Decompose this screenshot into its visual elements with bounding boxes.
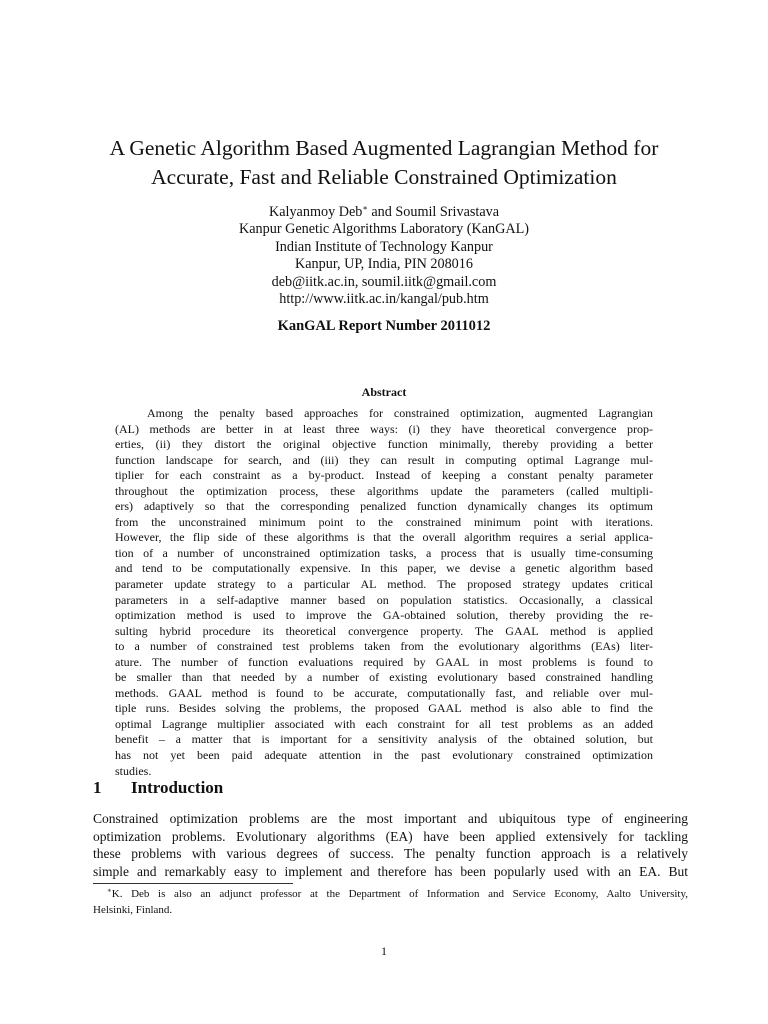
abstract-line: optimization method is used to improve the GA-obtained solution, thereby providing the re- xyxy=(115,608,653,623)
body-line: Constrained optimization problems are the most important and ubiquitous type of engineering xyxy=(93,811,688,826)
abstract-line: Among the penalty based approaches for constrained optimization, augmented Lagrangian xyxy=(147,406,653,420)
abstract-line: to a number of constrained test problems taken from the evolutionary algorithms (EAs) liter- xyxy=(115,639,653,654)
author-institute: Indian Institute of Technology Kanpur xyxy=(275,238,493,255)
abstract-line: methods. GAAL method is found to be accurate, computationally fast, and reliable over mul- xyxy=(115,685,653,700)
abstract-line: benefit – a matter that is important for a sensitivity analysis of the obtained solution, but xyxy=(115,732,653,747)
body-line: optimization problems. Evolutionary algorithms (EA) have been applied extensively for tackling xyxy=(93,828,688,844)
body-line: these problems with various degrees of success. The penalty function approach is a relatively xyxy=(93,846,688,862)
abstract-line: erties, (ii) they distort the original objective function minimally, thereby providing a better xyxy=(115,437,653,452)
abstract-heading: Abstract xyxy=(361,385,407,399)
author-footnote-mark: ∗ xyxy=(362,203,368,213)
title-line-1: A Genetic Algorithm Based Augmented Lagrangian Method for xyxy=(109,136,659,160)
author-lab: Kanpur Genetic Algorithms Laboratory (KanGAL) xyxy=(239,221,529,238)
author-emails: deb@iitk.ac.in, soumil.iitk@gmail.com xyxy=(271,273,497,290)
abstract-line: and tend to be computationally expensive. In this paper, we devise a genetic algorithm based xyxy=(115,561,653,576)
author-names: Kalyanmoy Deb∗ and Soumil Srivastava xyxy=(268,203,500,220)
abstract-line: has not yet been paid adequate attention in the past evolutionary constrained optimization xyxy=(115,748,653,763)
footnote-rule xyxy=(93,883,293,884)
abstract-line: tion of a number of unconstrained optimization tasks, a process that is usually time-consuming xyxy=(115,545,653,560)
paper-title xyxy=(60,134,708,192)
body-line: simple and remarkably easy to implement and therefore has been popularly used with an EA. But xyxy=(93,863,688,879)
abstract-line: (AL) methods are better in at least three ways: (i) they have theoretical convergence prop- xyxy=(115,421,653,436)
abstract-line: sulting hybrid procedure its theoretical convergence property. The GAAL method is applied xyxy=(115,623,653,638)
footnote-mark: ∗ xyxy=(107,886,112,895)
section-number: 1 xyxy=(93,778,102,797)
abstract-line: ers) adaptively so that the corresponding penalized function dynamically changes its optimum xyxy=(115,499,653,514)
title-line-2: Accurate, Fast and Reliable Constrained Optimization xyxy=(151,165,617,189)
footnote-line-1: ∗K. Deb is also an adjunct professor at the Department of Information and Service Economy, Aalto University, xyxy=(107,886,688,900)
abstract-line: function landscape for search, and (iii) they can result in computing optimal Lagrange mul- xyxy=(115,452,653,467)
author-address: Kanpur, UP, India, PIN 208016 xyxy=(295,256,473,273)
abstract-body xyxy=(115,406,653,779)
footnote-line-2: Helsinki, Finland. xyxy=(93,904,173,916)
abstract-line: from the unconstrained minimum point to the constrained minimum point with iterations. xyxy=(115,514,653,529)
section-heading xyxy=(93,778,223,798)
abstract-line: optimal Lagrange multiplier associated with each constraint for all test problems as an added xyxy=(115,716,653,731)
footnote xyxy=(93,886,688,918)
abstract-line: throughout the optimization process, these algorithms update the parameters (called multipli- xyxy=(115,483,653,498)
section-title: Introduction xyxy=(131,778,224,797)
author-url: http://www.iitk.ac.in/kangal/pub.htm xyxy=(279,291,489,308)
abstract-line: parameter update strategy to a particular AL method. The proposed strategy updates critical xyxy=(115,577,653,592)
abstract-line: studies. xyxy=(115,763,152,778)
abstract-line: However, the flip side of these algorithms is that the overall algorithm requires a serial applica- xyxy=(115,530,653,545)
page-number: 1 xyxy=(381,944,387,958)
author-block xyxy=(84,204,684,308)
abstract-line: be smaller than that needed by a number of existing evolutionary based constrained handling xyxy=(115,670,653,685)
abstract-line: parameters in a self-adaptive manner based on population statistics. Occasionally, a classical xyxy=(115,592,653,607)
report-number: KanGAL Report Number 2011012 xyxy=(277,318,491,334)
abstract-line: ature. The number of function evaluations required by GAAL in most problems is found to xyxy=(115,654,653,669)
abstract-line: tiplier for each constraint as a by-product. Instead of keeping a constant penalty parameter xyxy=(115,468,653,483)
introduction-body xyxy=(93,810,688,880)
abstract-line: tiple runs. Besides solving the problems, the proposed GAAL method is also able to find the xyxy=(115,701,653,716)
